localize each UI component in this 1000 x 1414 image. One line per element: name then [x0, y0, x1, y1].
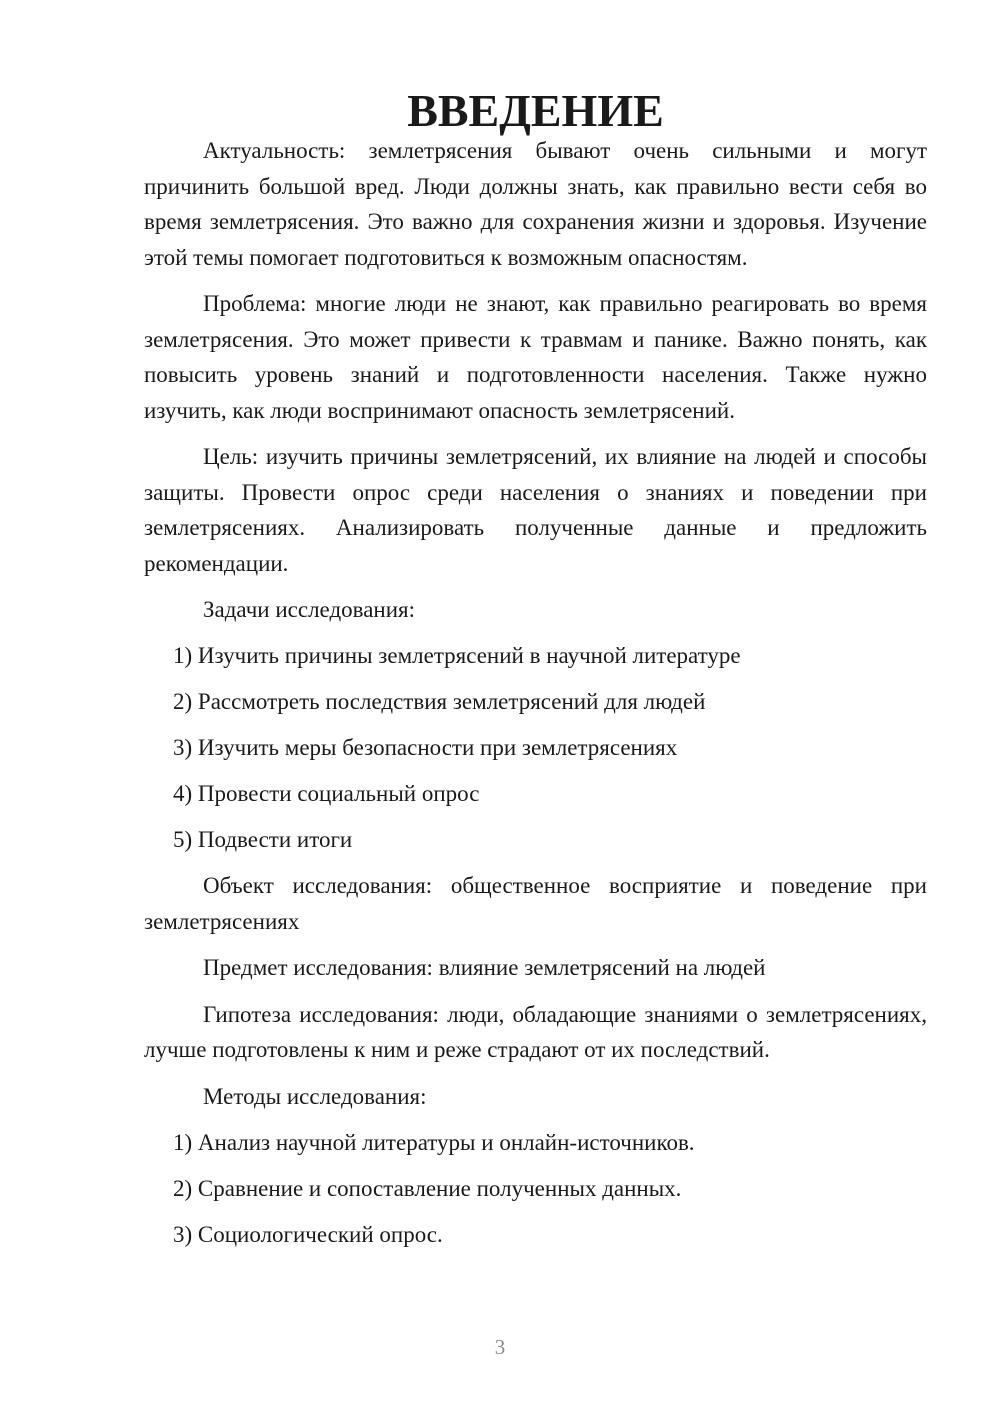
hypothesis-paragraph: Гипотеза исследования: люди, обладающие знаниями о землетрясениях, лучше подготовлены к ним и реже страдают от их последствий.: [144, 1001, 927, 1062]
task-item: 2) Рассмотреть последствия землетрясений для людей: [173, 689, 706, 714]
goal-paragraph: Цель: изучить причины землетрясений, их влияние на людей и способы защиты. Провести опрос среди населения о знаниях и поведении при землетрясениях. Анализировать полученные данные и предложить рекомендации.: [144, 444, 927, 576]
methods-list: [144, 1125, 927, 1253]
tasks-title: Задачи исследования:: [203, 597, 416, 622]
page-content: [144, 85, 927, 1263]
method-item: 2) Сравнение и сопоставление полученных данных.: [173, 1175, 682, 1201]
methods-title: Методы исследования:: [203, 1083, 427, 1109]
tasks-list: [144, 638, 927, 858]
method-item: 3) Социологический опрос.: [173, 1221, 443, 1247]
object-paragraph: Объект исследования: общественное восприятие и поведение при землетрясениях: [144, 873, 927, 934]
section-heading: ВВЕДЕНИЕ: [407, 85, 664, 136]
task-item: 5) Подвести итоги: [173, 827, 353, 852]
method-item: 1) Анализ научной литературы и онлайн-источников.: [173, 1129, 695, 1155]
page-number: 3: [494, 1335, 506, 1359]
problem-paragraph: Проблема: многие люди не знают, как правильно реагировать во время землетрясения. Это может привести к травмам и панике. Важно понять, как повысить уровень знаний и подготовленности населения. Также нужно изучить, как люди воспринимают опасность землетрясений.: [144, 291, 927, 423]
relevance-paragraph: Актуальность: землетрясения бывают очень сильными и могут причинить большой вред. Люди должны знать, как правильно вести себя во время землетрясения. Это важно для сохранения жизни и здоровья. Изучение этой темы помогает подготовиться к возможным опасностям.: [144, 138, 927, 270]
task-item: 1) Изучить причины землетрясений в научной литературе: [173, 643, 741, 668]
task-item: 3) Изучить меры безопасности при землетрясениях: [173, 735, 678, 760]
subject-paragraph: Предмет исследования: влияние землетрясений на людей: [203, 955, 766, 980]
task-item: 4) Провести социальный опрос: [173, 781, 480, 806]
